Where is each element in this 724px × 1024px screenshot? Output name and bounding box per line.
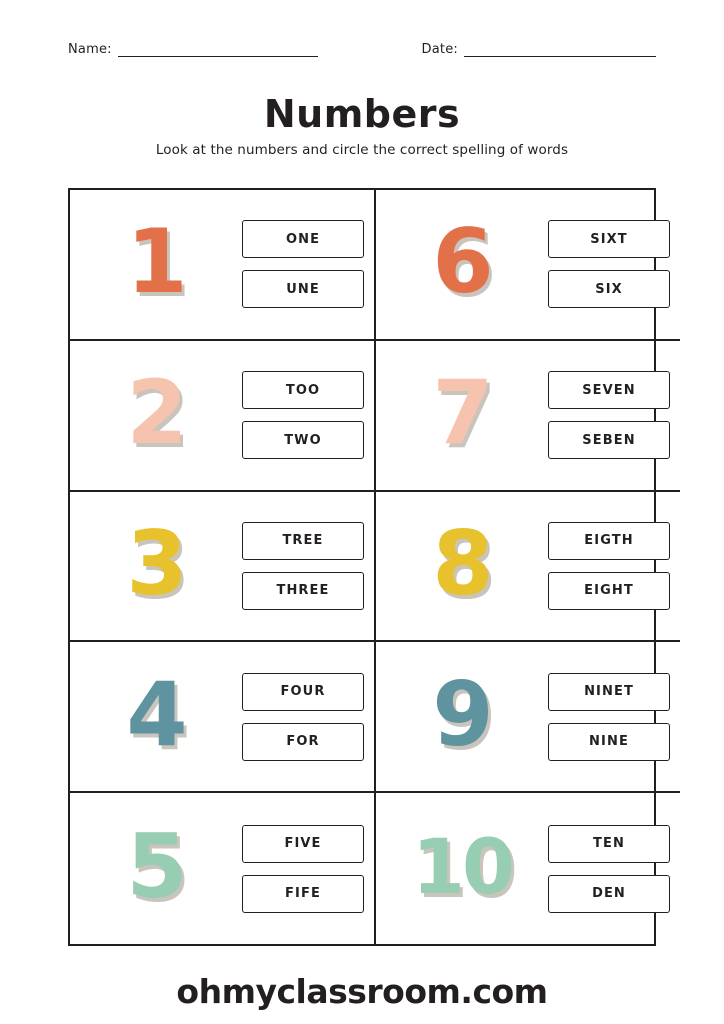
option-box[interactable]: SEVEN: [548, 371, 670, 409]
answer-options: [242, 220, 374, 308]
number-cell: [70, 793, 376, 944]
option-box[interactable]: UNE: [242, 270, 364, 308]
date-field[interactable]: [422, 42, 656, 57]
option-box[interactable]: NINET: [548, 673, 670, 711]
option-box[interactable]: THREE: [242, 572, 364, 610]
answer-options: [548, 522, 680, 610]
name-write-line[interactable]: [118, 43, 318, 57]
option-box[interactable]: NINE: [548, 723, 670, 761]
option-box[interactable]: SIXT: [548, 220, 670, 258]
date-write-line[interactable]: [464, 43, 656, 57]
name-field[interactable]: [68, 42, 318, 57]
numeral-glyph: 3: [126, 511, 186, 615]
option-box[interactable]: FIVE: [242, 825, 364, 863]
option-box[interactable]: SIX: [548, 270, 670, 308]
answer-options: [548, 371, 680, 459]
name-label: Name:: [68, 42, 112, 57]
answer-options: [242, 522, 374, 610]
date-label: Date:: [421, 42, 458, 57]
page-instructions: Look at the numbers and circle the correct spelling of words: [155, 142, 569, 158]
page-title: Numbers: [263, 92, 461, 136]
numeral-glyph: 2: [126, 361, 186, 465]
numeral-glyph: 1: [126, 210, 186, 314]
numeral-glyph: 10: [412, 821, 512, 911]
answer-options: [548, 220, 680, 308]
answer-options: [242, 371, 374, 459]
answer-options: [242, 673, 374, 761]
numeral-glyph: 5: [126, 814, 186, 918]
option-box[interactable]: FIFE: [242, 875, 364, 913]
answer-options: [548, 673, 680, 761]
number-cell: [376, 642, 680, 793]
number-cell: [70, 190, 376, 341]
option-box[interactable]: SEBEN: [548, 421, 670, 459]
answer-options: [242, 825, 374, 913]
number-cell: [70, 341, 376, 492]
option-box[interactable]: TWO: [242, 421, 364, 459]
option-box[interactable]: FOR: [242, 723, 364, 761]
numeral-glyph: 4: [126, 662, 186, 766]
option-box[interactable]: DEN: [548, 875, 670, 913]
numeral-glyph: 9: [432, 662, 492, 766]
option-box[interactable]: ONE: [242, 220, 364, 258]
option-box[interactable]: FOUR: [242, 673, 364, 711]
numeral-glyph: 8: [432, 511, 492, 615]
answer-options: [548, 825, 680, 913]
option-box[interactable]: TOO: [242, 371, 364, 409]
number-cell: [376, 793, 680, 944]
numeral-glyph: 7: [432, 361, 492, 465]
site-watermark: ohmyclassroom.com: [176, 972, 548, 1011]
option-box[interactable]: EIGTH: [548, 522, 670, 560]
numbers-grid: [68, 188, 656, 946]
option-box[interactable]: TREE: [242, 522, 364, 560]
option-box[interactable]: EIGHT: [548, 572, 670, 610]
number-cell: [70, 492, 376, 643]
number-cell: [376, 341, 680, 492]
numeral-glyph: 6: [432, 210, 492, 314]
number-cell: [70, 642, 376, 793]
number-cell: [376, 492, 680, 643]
number-cell: [376, 190, 680, 341]
student-meta-row: [68, 42, 656, 57]
option-box[interactable]: TEN: [548, 825, 670, 863]
